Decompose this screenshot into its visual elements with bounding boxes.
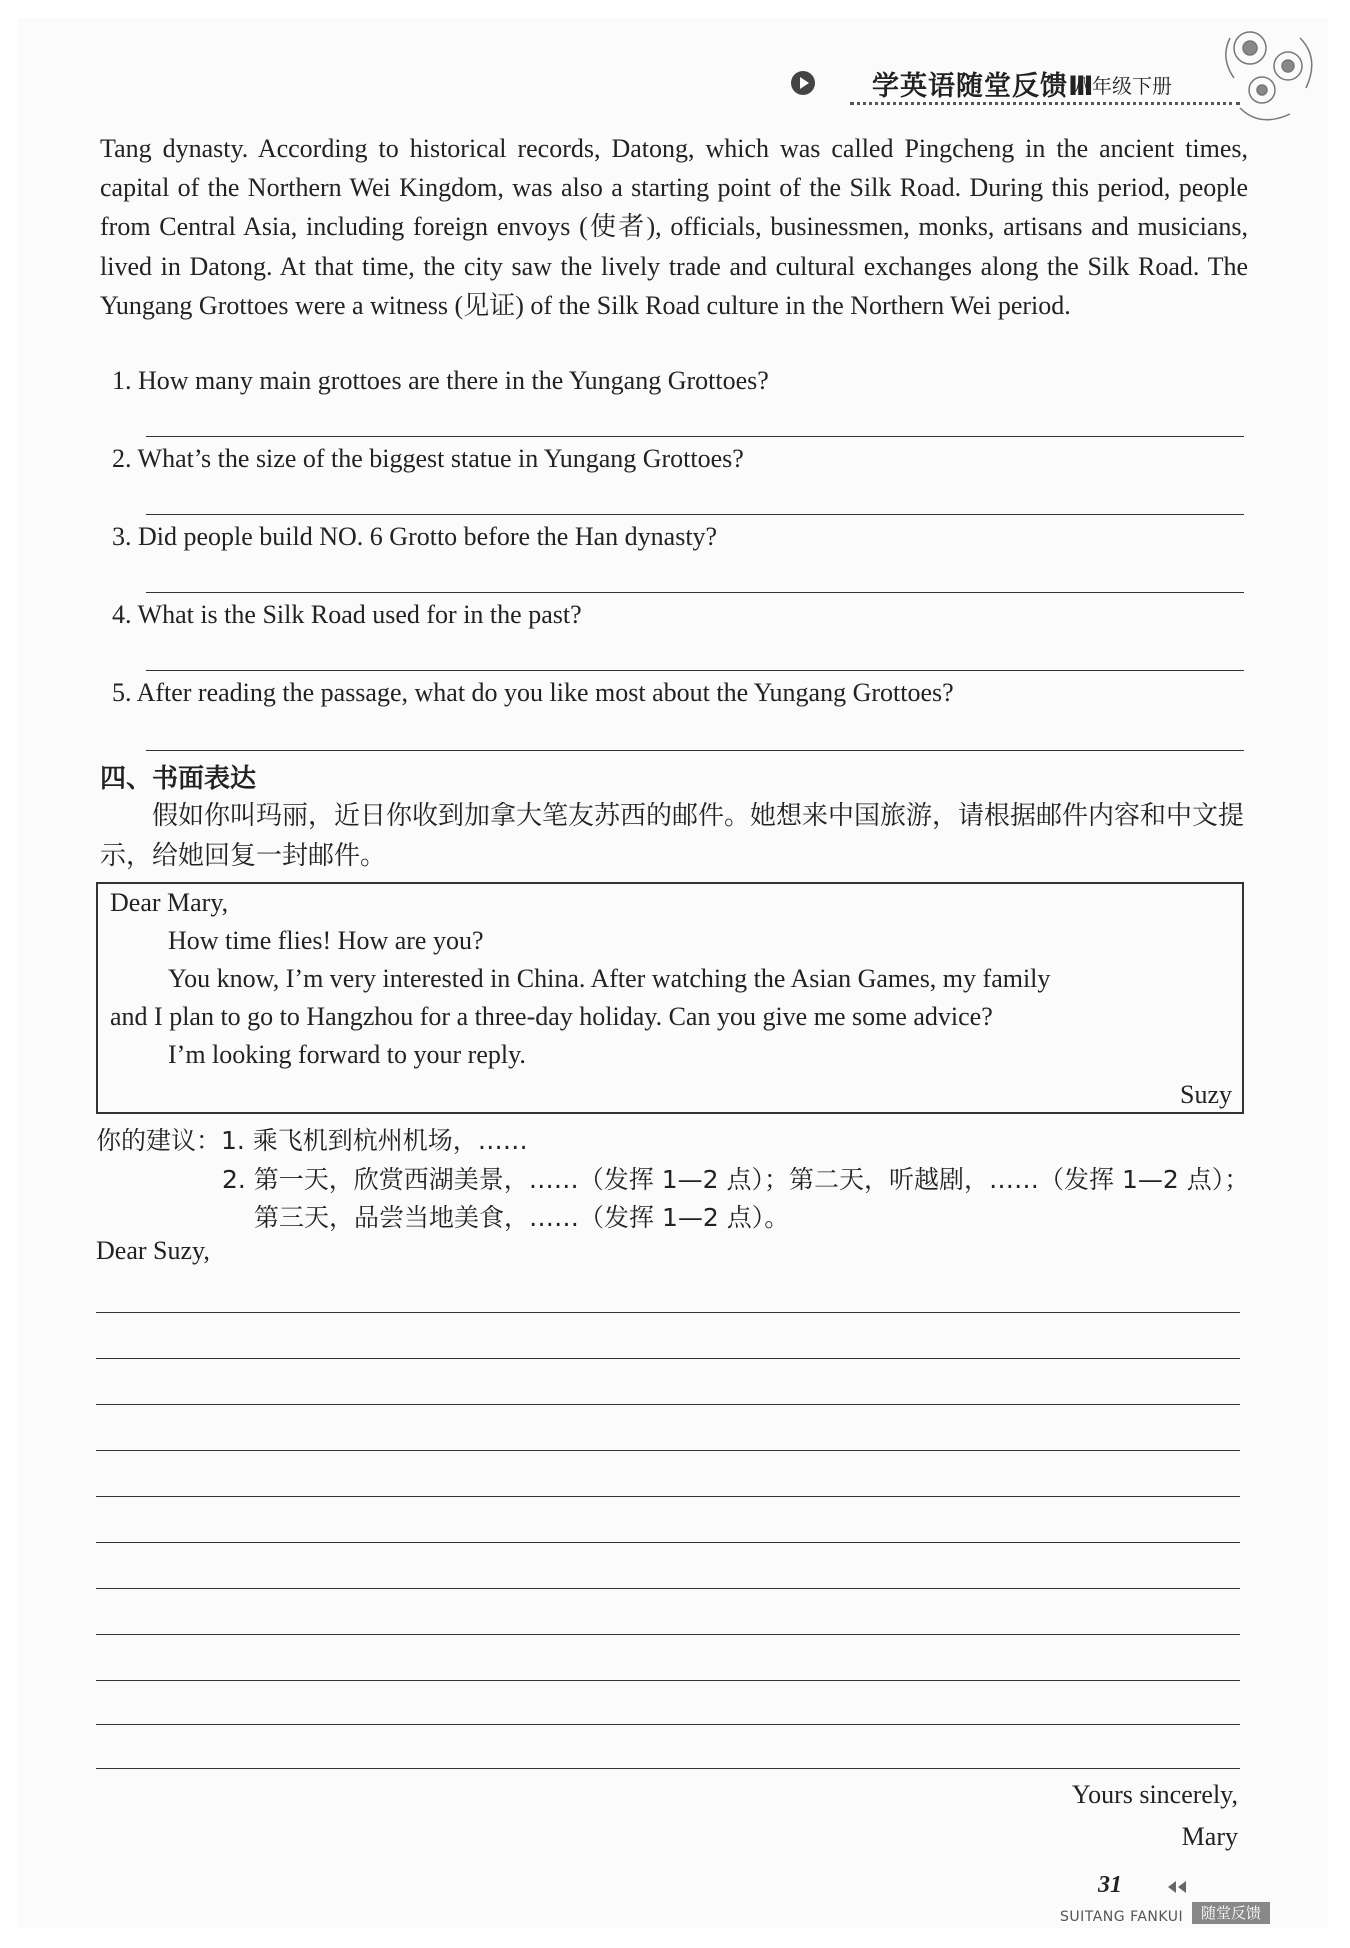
page-number: 31 [1098,1872,1122,1898]
writing-instructions: 假如你叫玛丽，近日你收到加拿大笔友苏西的邮件。她想来中国旅游，请根据邮件内容和中文提示，给她回复一封邮件。 [100,801,1245,871]
writing-line[interactable] [96,1542,1240,1543]
email-line-1: How time flies! How are you? [168,926,484,955]
writing-line[interactable] [96,1588,1240,1589]
book-title: 学英语随堂反馈Ⅲ [872,71,1095,102]
writing-line[interactable] [96,1724,1240,1725]
hint-item-1: 你的建议：1. 乘飞机到杭州机场，…… [96,1126,528,1155]
play-circle-icon [790,70,816,96]
writing-line[interactable] [96,1680,1240,1681]
hint-item-2-cont: 第三天，品尝当地美食，……（发挥 1—2 点）。 [254,1203,790,1232]
page-header [790,62,1240,106]
closing-name: Mary [1181,1822,1238,1851]
question-3: 3. Did people build NO. 6 Grotto before the Han dynasty? [112,522,718,551]
email-greeting: Dear Mary, [110,888,229,917]
email-signature: Suzy [1180,1080,1232,1109]
hint-item-2: 2. 第一天，欣赏西湖美景，……（发挥 1—2 点）；第二天，听越剧，……（发挥 1—2 点）； [222,1165,1250,1194]
writing-line[interactable] [96,1496,1240,1497]
answer-line-2[interactable] [146,514,1244,515]
writing-line[interactable] [96,1358,1240,1359]
header-divider [850,102,1240,105]
writing-line[interactable] [96,1312,1240,1313]
writing-line[interactable] [96,1404,1240,1405]
grade-label: 八年级下册 [1072,74,1172,98]
question-4: 4. What is the Silk Road used for in the past? [112,600,582,629]
section-title-writing: 四、书面表达 [100,764,257,794]
email-line-2: You know, I’m very interested in China. After watching the Asian Games, my family [168,964,1051,993]
answer-line-5[interactable] [146,750,1244,751]
email-line-4: I’m looking forward to your reply. [168,1040,526,1069]
writing-line[interactable] [96,1634,1240,1635]
writing-line[interactable] [96,1768,1240,1769]
closing-phrase: Yours sincerely, [1071,1780,1238,1809]
answer-line-1[interactable] [146,436,1244,437]
email-box [96,882,1244,1114]
answer-line-3[interactable] [146,592,1244,593]
reading-passage: Tang dynasty. According to historical records, Datong, which was called Pingcheng in the ancient times, capital of the Northern Wei Kingdom, was also a starting point of the Silk Road. During this period, people from Central Asia, including foreign envoys (使者), officials, businessmen, monks, artisans and musicians, lived in Datong. At that time, the city saw the lively trade and cultural exchanges along the Silk Road. The Yungang Grottoes were a witness (见证) of the Silk Road culture in the Northern Wei period. [100,134,1248,320]
writing-line[interactable] [96,1450,1240,1451]
flower-decoration-icon [1210,18,1326,138]
reply-greeting: Dear Suzy, [96,1236,210,1265]
answer-line-4[interactable] [146,670,1244,671]
question-5: 5. After reading the passage, what do you like most about the Yungang Grottoes? [112,678,954,707]
email-line-3: and I plan to go to Hangzhou for a three-day holiday. Can you give me some advice? [110,1002,993,1031]
series-name-en: SUITANG FANKUI [1060,1909,1184,1925]
question-1: 1. How many main grottoes are there in the Yungang Grottoes? [112,366,769,395]
double-arrow-left-icon [1166,1880,1188,1894]
question-2: 2. What’s the size of the biggest statue in Yungang Grottoes? [112,444,744,473]
series-badge: 随堂反馈 [1192,1902,1270,1924]
